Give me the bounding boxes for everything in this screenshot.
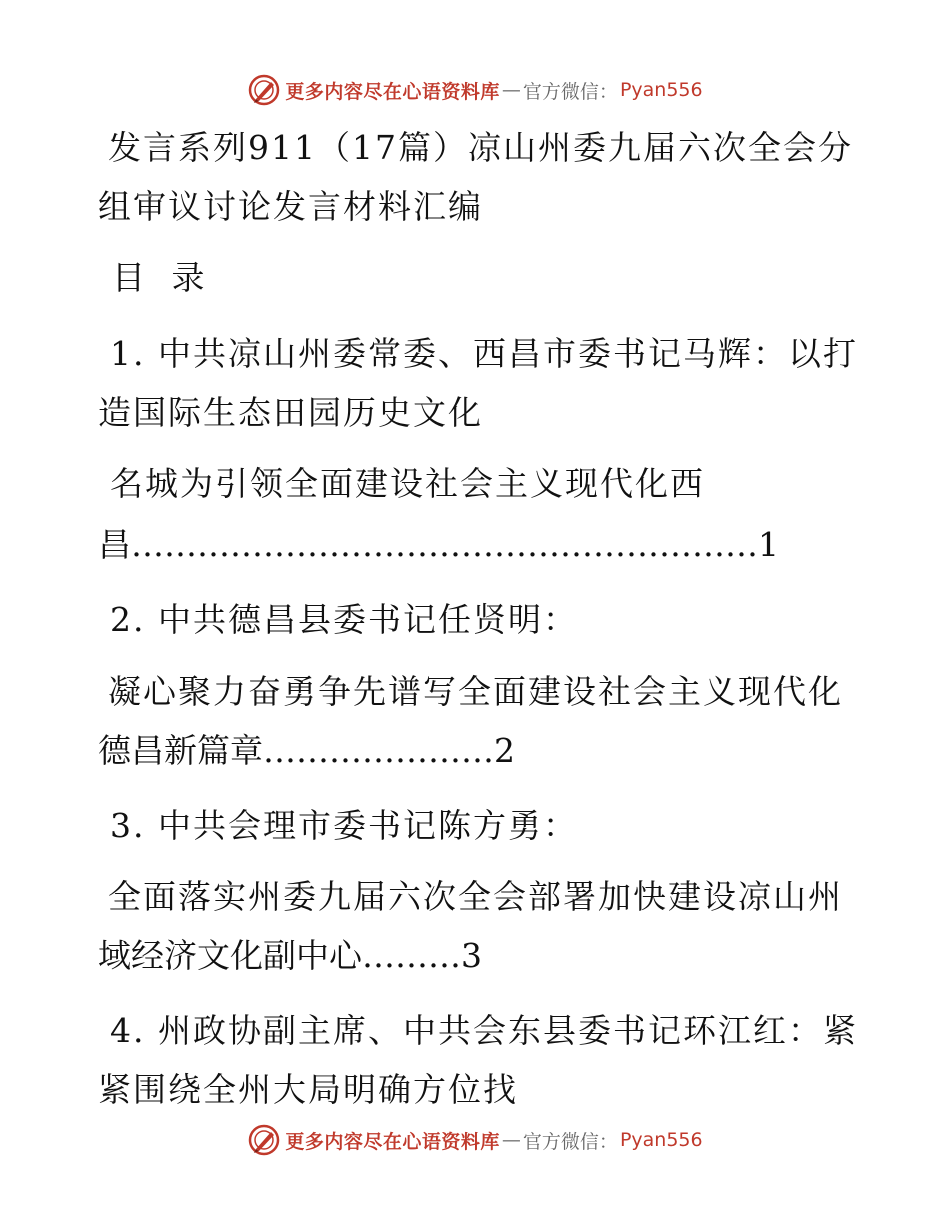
banner-separator: — (501, 79, 521, 101)
toc-entry-4-line-2: 紧围绕全州大局明确方位找 (98, 1070, 518, 1109)
banner-separator: — (501, 1129, 521, 1151)
toc-entry-1-line-1: 1. 中共凉山州委常委、西昌市委书记马辉：以打 (110, 334, 858, 373)
toc-heading: 目 录 (112, 258, 213, 297)
banner-wechat-label: 官方微信： (522, 1130, 618, 1153)
toc-entry-1-line-2: 造国际生态田园历史文化 (98, 393, 483, 432)
toc-entry-3-line-3: 域经济文化副中心………3 (98, 936, 482, 975)
pen-logo-icon (247, 1123, 281, 1157)
footer-banner (0, 1120, 950, 1160)
banner-slogan: 更多内容尽在心语资料库 (285, 80, 500, 103)
header-banner (0, 70, 950, 110)
toc-entry-2-line-3: 德昌新篇章…………………2 (98, 731, 515, 770)
toc-entry-1-line-4: 昌…………………………………………………1 (98, 525, 779, 564)
banner-slogan: 更多内容尽在心语资料库 (285, 1130, 500, 1153)
banner-wechat-label: 官方微信： (522, 80, 618, 103)
toc-entry-1-line-3: 名城为引领全面建设社会主义现代化西 (110, 464, 705, 503)
toc-entry-3-line-1: 3. 中共会理市委书记陈方勇： (110, 806, 578, 845)
toc-entry-2-line-1: 2. 中共德昌县委书记任贤明： (110, 600, 578, 639)
toc-entry-4-line-1: 4. 州政协副主席、中共会东县委书记环江红：紧 (110, 1011, 858, 1050)
banner-wechat-id: Pyan556 (619, 1129, 703, 1151)
doc-title-line-1: 发言系列911（17篇）凉山州委九届六次全会分 (108, 128, 853, 167)
toc-entry-2-line-2: 凝心聚力奋勇争先谱写全面建设社会主义现代化 (108, 672, 843, 711)
toc-entry-3-line-2: 全面落实州委九届六次全会部署加快建设凉山州 (108, 877, 843, 916)
pen-logo-icon (247, 73, 281, 107)
banner-wechat-id: Pyan556 (619, 79, 703, 101)
doc-title-line-2: 组审议讨论发言材料汇编 (98, 187, 483, 226)
